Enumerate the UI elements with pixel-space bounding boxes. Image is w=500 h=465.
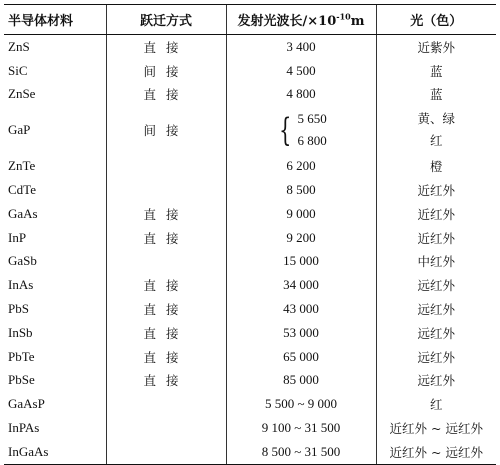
wavelength-value-b: 6 800 xyxy=(297,133,327,149)
cell-material: InAs xyxy=(8,277,34,293)
header-color: 光（色） xyxy=(376,5,496,35)
cell-color: 近红外 xyxy=(376,178,496,202)
cell-color: 红 xyxy=(376,392,496,416)
brace-icon: { xyxy=(279,111,292,150)
cell-transition: 间接 xyxy=(106,106,226,154)
cell-wavelength: 53 000 xyxy=(226,321,376,345)
cell-color: 近红外 xyxy=(376,202,496,226)
cell-transition: 直接 xyxy=(106,83,226,107)
table-row xyxy=(4,178,496,202)
cell-color: 远红外 xyxy=(376,369,496,393)
cell-color: 蓝 xyxy=(376,59,496,83)
cell-transition xyxy=(106,392,226,416)
table-row xyxy=(4,35,496,59)
cell-material: InP xyxy=(8,229,27,245)
table-row xyxy=(4,83,496,107)
cell-color: 远红外 xyxy=(376,345,496,369)
header-wavelength xyxy=(226,5,376,35)
cell-transition: 直接 xyxy=(106,321,226,345)
cell-wavelength: 4 800 xyxy=(226,83,376,107)
header-wavelength-exponent: -10 xyxy=(336,11,351,22)
cell-transition: 间接 xyxy=(106,59,226,83)
table-row xyxy=(4,369,496,393)
cell-wavelength: 9 200 xyxy=(226,226,376,250)
cell-material: GaP xyxy=(8,122,31,138)
cell-color: 近紫外 xyxy=(376,35,496,59)
cell-transition: 直接 xyxy=(106,273,226,297)
cell-wavelength: 6 200 xyxy=(226,154,376,178)
color-value-a: 黄、绿 xyxy=(417,111,455,127)
table-row xyxy=(4,273,496,297)
cell-wavelength: 15 000 xyxy=(226,250,376,274)
cell-material: PbS xyxy=(8,301,29,317)
table-body xyxy=(4,35,496,465)
cell-color: 橙 xyxy=(376,154,496,178)
cell-material: InSb xyxy=(8,324,33,340)
cell-wavelength: 43 000 xyxy=(226,297,376,321)
cell-transition xyxy=(106,416,226,440)
cell-transition: 直接 xyxy=(106,345,226,369)
table-row xyxy=(4,59,496,83)
cell-wavelength: 9 000 xyxy=(226,202,376,226)
cell-material: CdTe xyxy=(8,182,36,198)
cell-color: 蓝 xyxy=(376,83,496,107)
cell-transition xyxy=(106,154,226,178)
cell-color: 中红外 xyxy=(376,250,496,274)
cell-transition xyxy=(106,440,226,464)
header-row xyxy=(4,5,496,35)
cell-material: InGaAs xyxy=(4,440,106,464)
table-row xyxy=(4,392,496,416)
cell-wavelength: 8 500 ~ 31 500 xyxy=(226,440,376,464)
cell-wavelength: 3 400 xyxy=(226,35,376,59)
cell-wavelength: 4 500 xyxy=(226,59,376,83)
header-transition: 跃迁方式 xyxy=(106,5,226,35)
cell-color xyxy=(376,106,496,154)
table-row xyxy=(4,297,496,321)
cell-color: 远红外 xyxy=(376,273,496,297)
table-row xyxy=(4,345,496,369)
cell-wavelength: 65 000 xyxy=(226,345,376,369)
semiconductor-emission-table-wrapper xyxy=(4,4,496,465)
cell-material: GaSb xyxy=(8,253,37,269)
cell-wavelength: 5 500 ~ 9 000 xyxy=(226,392,376,416)
cell-material: ZnSe xyxy=(8,86,36,102)
cell-material: PbSe xyxy=(8,372,35,388)
cell-material: PbTe xyxy=(8,348,35,364)
cell-color: 近红外 ~ 远红外 xyxy=(376,416,496,440)
header-material: 半导体材料 xyxy=(4,5,106,35)
cell-transition: 直接 xyxy=(106,202,226,226)
table-header xyxy=(4,5,496,35)
wavelength-value-a: 5 650 xyxy=(297,111,327,127)
cell-transition: 直接 xyxy=(106,369,226,393)
cell-material: SiC xyxy=(8,62,28,78)
cell-color: 近红外 ~ 远红外 xyxy=(376,440,496,464)
cell-material: GaAs xyxy=(8,205,38,221)
cell-material: GaAsP xyxy=(8,396,45,412)
cell-material: ZnS xyxy=(8,38,30,54)
cell-wavelength: 34 000 xyxy=(226,273,376,297)
header-wavelength-unit: m xyxy=(350,14,365,29)
color-lines xyxy=(377,108,497,152)
table-row xyxy=(4,154,496,178)
cell-wavelength: 9 100 ~ 31 500 xyxy=(226,416,376,440)
cell-material: InPAs xyxy=(8,420,40,436)
table-row xyxy=(4,226,496,250)
cell-wavelength: 8 500 xyxy=(226,178,376,202)
cell-transition: 直接 xyxy=(106,226,226,250)
table-row xyxy=(4,321,496,345)
table-row xyxy=(4,202,496,226)
cell-transition: 直接 xyxy=(106,297,226,321)
cell-color: 远红外 xyxy=(376,321,496,345)
wavelength-lines xyxy=(298,108,327,152)
color-value-b: 红 xyxy=(429,133,443,149)
table-row xyxy=(4,440,496,464)
cell-wavelength: 85 000 xyxy=(226,369,376,393)
table-row xyxy=(4,250,496,274)
header-wavelength-text: 发射光波长/×10 xyxy=(237,14,337,29)
cell-color: 近红外 xyxy=(376,226,496,250)
cell-transition xyxy=(106,250,226,274)
cell-color: 远红外 xyxy=(376,297,496,321)
table-row xyxy=(4,416,496,440)
cell-material: ZnTe xyxy=(8,158,36,174)
cell-wavelength xyxy=(226,106,376,154)
cell-transition xyxy=(106,178,226,202)
semiconductor-emission-table xyxy=(4,4,496,465)
wavelength-split xyxy=(275,108,327,152)
cell-transition: 直接 xyxy=(106,35,226,59)
table-row xyxy=(4,106,496,154)
